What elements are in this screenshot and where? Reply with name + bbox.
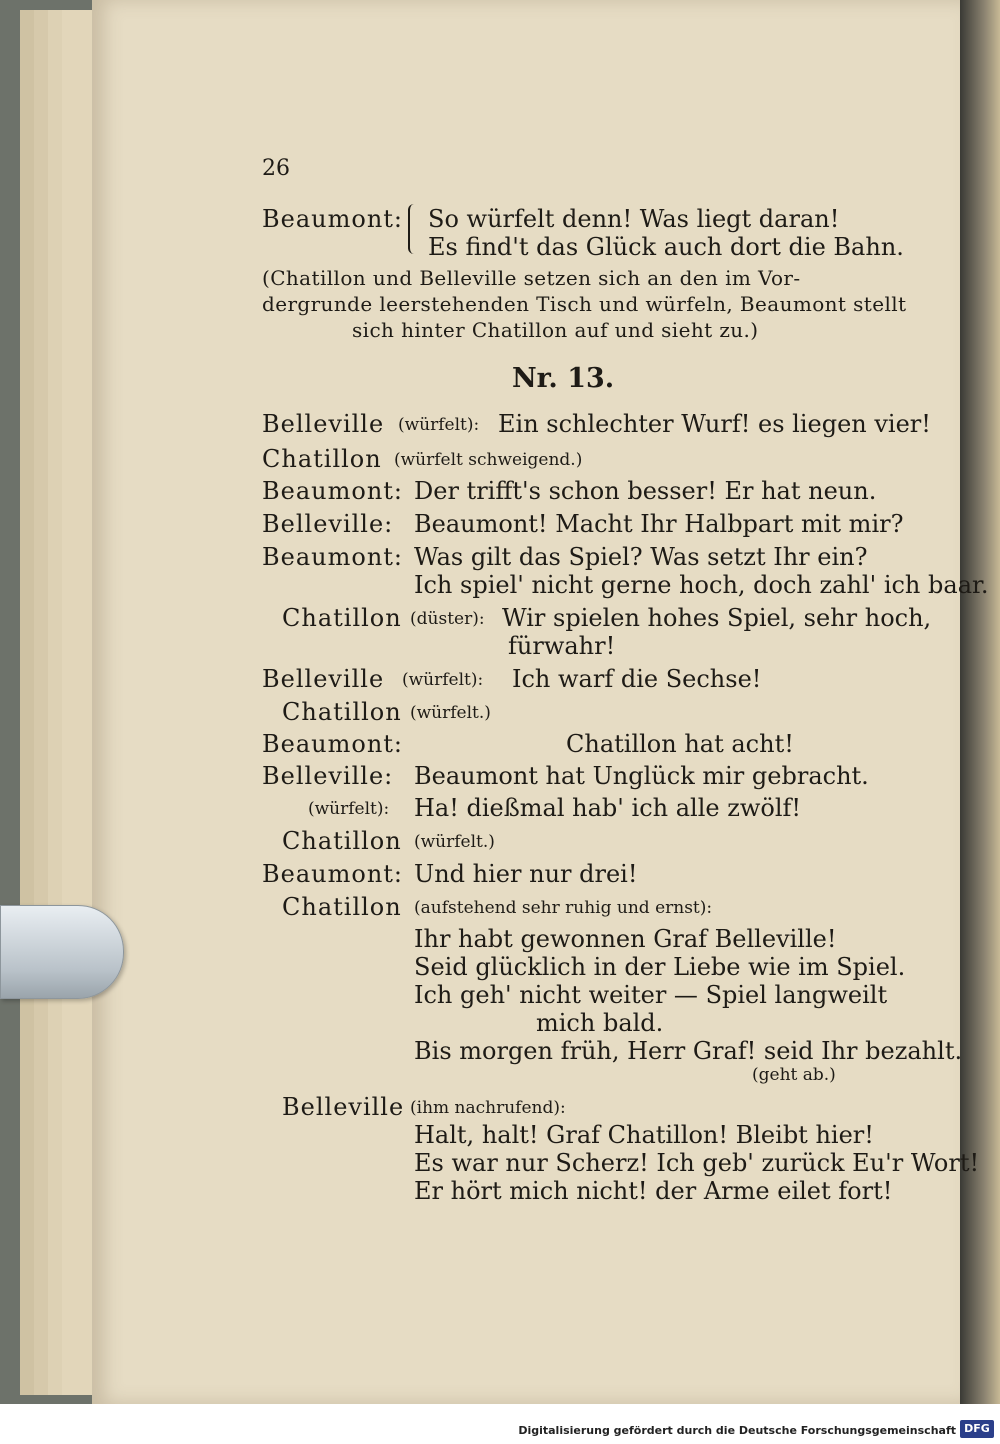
stage-direction: (geht ab.) bbox=[752, 1065, 836, 1085]
speaker-name: Beaumont: bbox=[262, 543, 403, 571]
dialogue-text: Was gilt das Spiel? Was setzt Ihr ein? bbox=[414, 543, 868, 571]
verse-line: Es find't das Glück auch dort die Bahn. bbox=[428, 233, 904, 261]
stage-direction: (würfelt): bbox=[308, 799, 390, 819]
book-gutter bbox=[960, 0, 1000, 1404]
stage-direction: (aufstehend sehr ruhig und ernst): bbox=[414, 898, 713, 918]
stage-direction: (würfelt): bbox=[402, 670, 484, 690]
dialogue-text: Chatillon hat acht! bbox=[566, 730, 794, 758]
speaker-name: Beaumont: bbox=[262, 205, 403, 233]
dfg-logo: DFG bbox=[960, 1420, 994, 1438]
stage-direction-line: dergrunde leerstehenden Tisch und würfeln, Beaumont stellt bbox=[262, 292, 907, 316]
dialogue-text: Der trifft's schon besser! Er hat neun. bbox=[414, 477, 877, 505]
dialogue-text: Beaumont! Macht Ihr Halbpart mit mir? bbox=[414, 510, 904, 538]
page-stack-edges bbox=[20, 10, 100, 1395]
dialogue-text: Ich warf die Sechse! bbox=[512, 665, 762, 693]
dialogue-text: Es war nur Scherz! Ich geb' zurück Eu'r Wort! bbox=[414, 1149, 980, 1177]
stage-direction: (ihm nachrufend): bbox=[410, 1098, 566, 1118]
page-holder-clip bbox=[0, 905, 124, 999]
speaker-name: Chatillon bbox=[282, 604, 402, 632]
speaker-name: Belleville bbox=[282, 1093, 405, 1121]
speaker-name: Chatillon bbox=[282, 827, 402, 855]
dialogue-text: Ihr habt gewonnen Graf Belleville! bbox=[414, 925, 837, 953]
stage-direction: (würfelt.) bbox=[414, 832, 495, 852]
verse-line: So würfelt denn! Was liegt daran! bbox=[428, 205, 840, 233]
speaker-name: Beaumont: bbox=[262, 730, 403, 758]
speaker-name: Belleville bbox=[262, 410, 385, 438]
brace-icon bbox=[408, 204, 416, 254]
dialogue-text: Ich geh' nicht weiter — Spiel langweilt bbox=[414, 981, 888, 1009]
dialogue-text: mich bald. bbox=[536, 1009, 664, 1037]
dialogue-text: Beaumont hat Unglück mir gebracht. bbox=[414, 762, 869, 790]
stage-direction: (würfelt schweigend.) bbox=[394, 450, 583, 470]
stage-direction: (würfelt.) bbox=[410, 703, 491, 723]
dialogue-text: Bis morgen früh, Herr Graf! seid Ihr bezahlt. bbox=[414, 1037, 963, 1065]
speaker-name: Chatillon bbox=[282, 698, 402, 726]
stage-direction: (düster): bbox=[410, 609, 485, 629]
speaker-name: Belleville: bbox=[262, 510, 394, 538]
speaker-name: Beaumont: bbox=[262, 860, 403, 888]
speaker-name: Beaumont: bbox=[262, 477, 403, 505]
stage-direction-line: (Chatillon und Belleville setzen sich an den im Vor- bbox=[262, 266, 801, 290]
dialogue-text: Und hier nur drei! bbox=[414, 860, 638, 888]
dialogue-text: Ein schlechter Wurf! es liegen vier! bbox=[498, 410, 931, 438]
dialogue-text: Er hört mich nicht! der Arme eilet fort! bbox=[414, 1177, 893, 1205]
speaker-name: Chatillon bbox=[282, 893, 402, 921]
stage-direction-line: sich hinter Chatillon auf und sieht zu.) bbox=[352, 318, 759, 342]
dialogue-text: Wir spielen hohes Spiel, sehr hoch, bbox=[502, 604, 932, 632]
page-number: 26 bbox=[262, 156, 290, 181]
dialogue-text: Seid glücklich in der Liebe wie im Spiel. bbox=[414, 953, 906, 981]
section-heading: Nr. 13. bbox=[512, 363, 615, 394]
dialogue-text: Ha! dießmal hab' ich alle zwölf! bbox=[414, 794, 802, 822]
dialogue-text: Halt, halt! Graf Chatillon! Bleibt hier! bbox=[414, 1121, 874, 1149]
dialogue-text: fürwahr! bbox=[508, 632, 616, 660]
speaker-name: Belleville: bbox=[262, 762, 394, 790]
dialogue-text: Ich spiel' nicht gerne hoch, doch zahl' ich baar. bbox=[414, 571, 989, 599]
speaker-name: Belleville bbox=[262, 665, 385, 693]
digitization-credit: Digitalisierung gefördert durch die Deutsche Forschungsgemeinschaft bbox=[518, 1424, 956, 1437]
speaker-name: Chatillon bbox=[262, 445, 382, 473]
stage-direction: (würfelt): bbox=[398, 415, 480, 435]
